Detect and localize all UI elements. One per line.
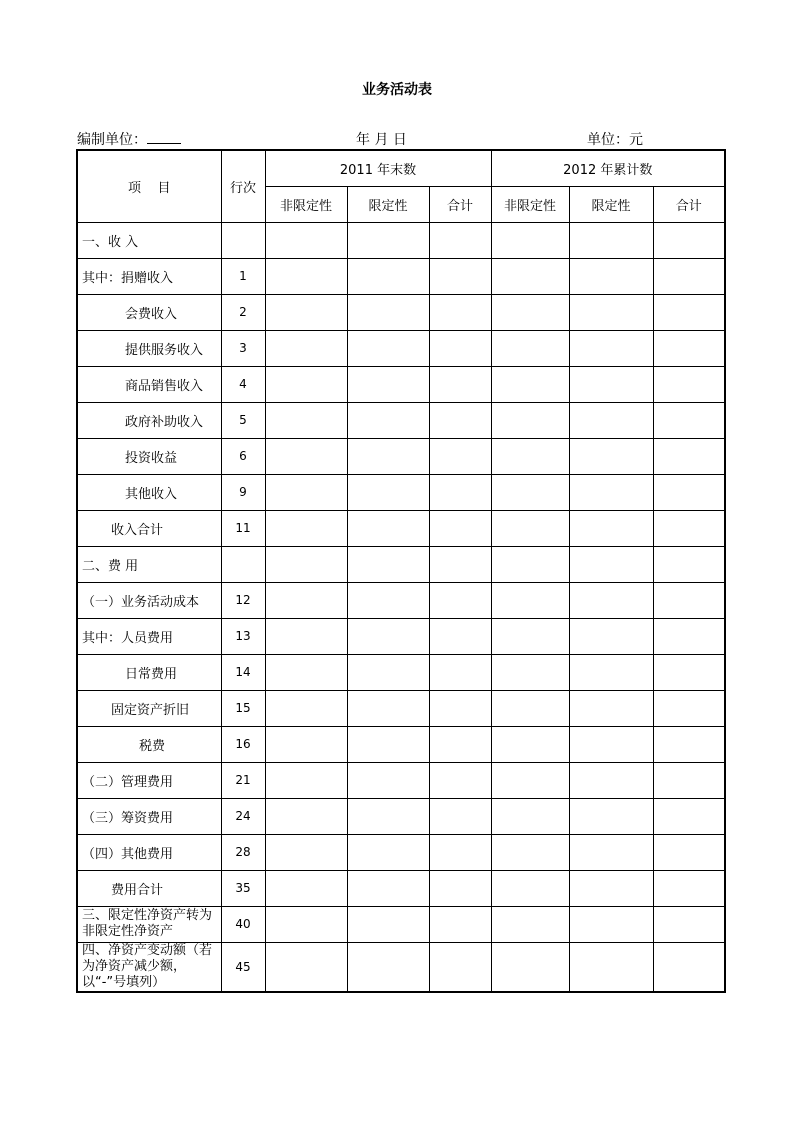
value-cell[interactable] xyxy=(347,942,429,992)
row-label: （二）管理费用 xyxy=(77,762,221,798)
value-cell[interactable] xyxy=(265,834,347,870)
row-label: 收入合计 xyxy=(77,510,221,546)
sub-col-restricted-2011: 限定性 xyxy=(347,186,429,222)
table-row xyxy=(77,582,725,618)
row-number: 2 xyxy=(221,294,265,330)
preparer-unit-label: 编制单位： xyxy=(77,132,147,148)
value-cell[interactable] xyxy=(265,546,347,582)
table-row xyxy=(77,762,725,798)
value-cell[interactable] xyxy=(491,474,569,510)
value-cell[interactable] xyxy=(265,690,347,726)
row-label: 四、净资产变动额（若为净资产减少额，以“-”号填列） xyxy=(77,942,221,992)
col-group-2011: 2011 年末数 xyxy=(265,150,491,186)
value-cell[interactable] xyxy=(653,474,725,510)
table-row xyxy=(77,906,725,942)
value-cell[interactable] xyxy=(653,582,725,618)
value-cell[interactable] xyxy=(429,870,491,906)
value-cell[interactable] xyxy=(569,474,653,510)
value-cell[interactable] xyxy=(491,222,569,258)
value-cell[interactable] xyxy=(653,870,725,906)
value-cell[interactable] xyxy=(491,438,569,474)
value-cell[interactable] xyxy=(491,546,569,582)
value-cell[interactable] xyxy=(265,870,347,906)
value-cell[interactable] xyxy=(569,222,653,258)
row-number: 16 xyxy=(221,726,265,762)
row-number: 4 xyxy=(221,366,265,402)
row-number: 40 xyxy=(221,906,265,942)
value-cell[interactable] xyxy=(265,618,347,654)
preparer-unit xyxy=(77,129,181,149)
value-cell[interactable] xyxy=(653,222,725,258)
value-cell[interactable] xyxy=(569,582,653,618)
value-cell[interactable] xyxy=(347,618,429,654)
sub-col-unrestricted-2011: 非限定性 xyxy=(265,186,347,222)
value-cell[interactable] xyxy=(653,654,725,690)
value-cell[interactable] xyxy=(569,834,653,870)
table-row xyxy=(77,798,725,834)
value-cell[interactable] xyxy=(491,294,569,330)
row-number: 9 xyxy=(221,474,265,510)
value-cell[interactable] xyxy=(653,762,725,798)
value-cell[interactable] xyxy=(429,366,491,402)
value-cell[interactable] xyxy=(569,438,653,474)
value-cell[interactable] xyxy=(569,618,653,654)
value-cell[interactable] xyxy=(569,942,653,992)
activity-table xyxy=(76,149,726,993)
table-row xyxy=(77,438,725,474)
value-cell[interactable] xyxy=(569,258,653,294)
value-cell[interactable] xyxy=(569,798,653,834)
value-cell[interactable] xyxy=(347,870,429,906)
row-number: 3 xyxy=(221,330,265,366)
value-cell[interactable] xyxy=(347,726,429,762)
value-cell[interactable] xyxy=(347,222,429,258)
value-cell[interactable] xyxy=(491,654,569,690)
value-cell[interactable] xyxy=(653,834,725,870)
row-label: 其中：捐赠收入 xyxy=(77,258,221,294)
row-label: 二、费 用 xyxy=(77,546,221,582)
value-cell[interactable] xyxy=(653,906,725,942)
value-cell[interactable] xyxy=(265,798,347,834)
value-cell[interactable] xyxy=(347,510,429,546)
value-cell[interactable] xyxy=(491,366,569,402)
value-cell[interactable] xyxy=(347,834,429,870)
value-cell[interactable] xyxy=(347,582,429,618)
value-cell[interactable] xyxy=(347,690,429,726)
row-label: 一、收 入 xyxy=(77,222,221,258)
table-row xyxy=(77,546,725,582)
value-cell[interactable] xyxy=(347,330,429,366)
value-cell[interactable] xyxy=(265,906,347,942)
table-row xyxy=(77,690,725,726)
row-number xyxy=(221,546,265,582)
value-cell[interactable] xyxy=(347,258,429,294)
value-cell[interactable] xyxy=(347,798,429,834)
row-label: 会费收入 xyxy=(77,294,221,330)
value-cell[interactable] xyxy=(653,798,725,834)
row-number: 12 xyxy=(221,582,265,618)
table-row xyxy=(77,474,725,510)
value-cell[interactable] xyxy=(429,474,491,510)
row-label: 商品销售收入 xyxy=(77,366,221,402)
table-body xyxy=(77,150,725,992)
row-number: 24 xyxy=(221,798,265,834)
value-cell[interactable] xyxy=(491,510,569,546)
row-number: 45 xyxy=(221,942,265,992)
value-cell[interactable] xyxy=(491,402,569,438)
value-cell[interactable] xyxy=(347,906,429,942)
table-row xyxy=(77,834,725,870)
sub-col-total-2012: 合计 xyxy=(653,186,725,222)
table-row xyxy=(77,942,725,992)
value-cell[interactable] xyxy=(429,510,491,546)
value-cell[interactable] xyxy=(429,618,491,654)
row-label: 日常费用 xyxy=(77,654,221,690)
value-cell[interactable] xyxy=(569,366,653,402)
value-cell[interactable] xyxy=(653,690,725,726)
sub-col-restricted-2012: 限定性 xyxy=(569,186,653,222)
value-cell[interactable] xyxy=(653,510,725,546)
value-cell[interactable] xyxy=(265,582,347,618)
value-cell[interactable] xyxy=(429,726,491,762)
preparer-unit-blank[interactable] xyxy=(147,131,181,144)
value-cell[interactable] xyxy=(429,438,491,474)
value-cell[interactable] xyxy=(265,762,347,798)
table-row xyxy=(77,870,725,906)
row-number: 11 xyxy=(221,510,265,546)
value-cell[interactable] xyxy=(265,258,347,294)
row-number: 14 xyxy=(221,654,265,690)
table-row xyxy=(77,366,725,402)
table-row xyxy=(77,654,725,690)
value-cell[interactable] xyxy=(569,690,653,726)
value-cell[interactable] xyxy=(347,438,429,474)
row-number: 5 xyxy=(221,402,265,438)
row-label: 费用合计 xyxy=(77,870,221,906)
value-cell[interactable] xyxy=(429,834,491,870)
value-cell[interactable] xyxy=(491,798,569,834)
value-cell[interactable] xyxy=(491,942,569,992)
value-cell[interactable] xyxy=(569,294,653,330)
value-cell[interactable] xyxy=(347,294,429,330)
value-cell[interactable] xyxy=(653,330,725,366)
value-cell[interactable] xyxy=(429,690,491,726)
value-cell[interactable] xyxy=(429,294,491,330)
value-cell[interactable] xyxy=(429,762,491,798)
table-row xyxy=(77,330,725,366)
table-row xyxy=(77,510,725,546)
row-label: 投资收益 xyxy=(77,438,221,474)
table-row xyxy=(77,402,725,438)
value-cell[interactable] xyxy=(653,366,725,402)
row-label: （四）其他费用 xyxy=(77,834,221,870)
sub-col-unrestricted-2012: 非限定性 xyxy=(491,186,569,222)
row-label: 税费 xyxy=(77,726,221,762)
value-cell[interactable] xyxy=(429,582,491,618)
value-cell[interactable] xyxy=(653,546,725,582)
sub-col-total-2011: 合计 xyxy=(429,186,491,222)
value-cell[interactable] xyxy=(653,294,725,330)
value-cell[interactable] xyxy=(491,690,569,726)
row-number: 21 xyxy=(221,762,265,798)
table-row xyxy=(77,294,725,330)
value-cell[interactable] xyxy=(429,906,491,942)
value-cell[interactable] xyxy=(653,402,725,438)
value-cell[interactable] xyxy=(347,402,429,438)
value-cell[interactable] xyxy=(347,474,429,510)
table-row xyxy=(77,618,725,654)
col-header-row-number: 行次 xyxy=(221,150,265,222)
value-cell[interactable] xyxy=(569,654,653,690)
value-cell[interactable] xyxy=(265,294,347,330)
value-cell[interactable] xyxy=(491,258,569,294)
row-number: 13 xyxy=(221,618,265,654)
value-cell[interactable] xyxy=(265,222,347,258)
row-number: 28 xyxy=(221,834,265,870)
report-date: 年 月 日 xyxy=(356,132,407,148)
row-label: 政府补助收入 xyxy=(77,402,221,438)
table-row xyxy=(77,726,725,762)
row-label: 提供服务收入 xyxy=(77,330,221,366)
col-group-2012: 2012 年累计数 xyxy=(491,150,725,186)
value-cell[interactable] xyxy=(653,258,725,294)
value-cell[interactable] xyxy=(265,330,347,366)
value-cell[interactable] xyxy=(491,870,569,906)
value-cell[interactable] xyxy=(265,654,347,690)
value-cell[interactable] xyxy=(347,762,429,798)
row-number xyxy=(221,222,265,258)
row-label: （一）业务活动成本 xyxy=(77,582,221,618)
value-cell[interactable] xyxy=(491,834,569,870)
value-cell[interactable] xyxy=(429,798,491,834)
value-cell[interactable] xyxy=(491,726,569,762)
table-row xyxy=(77,222,725,258)
value-cell[interactable] xyxy=(491,762,569,798)
row-label: 固定资产折旧 xyxy=(77,690,221,726)
value-cell[interactable] xyxy=(491,618,569,654)
header-row-1 xyxy=(77,150,725,186)
row-label: 其中：人员费用 xyxy=(77,618,221,654)
value-cell[interactable] xyxy=(491,330,569,366)
value-cell[interactable] xyxy=(653,438,725,474)
value-cell[interactable] xyxy=(265,438,347,474)
value-cell[interactable] xyxy=(569,402,653,438)
row-number: 6 xyxy=(221,438,265,474)
value-cell[interactable] xyxy=(265,402,347,438)
value-cell[interactable] xyxy=(653,618,725,654)
value-cell[interactable] xyxy=(347,366,429,402)
table-row xyxy=(77,258,725,294)
value-cell[interactable] xyxy=(429,402,491,438)
value-cell[interactable] xyxy=(569,510,653,546)
row-number: 1 xyxy=(221,258,265,294)
value-cell[interactable] xyxy=(653,726,725,762)
value-cell[interactable] xyxy=(429,258,491,294)
value-cell[interactable] xyxy=(569,330,653,366)
value-cell[interactable] xyxy=(569,870,653,906)
value-cell[interactable] xyxy=(429,546,491,582)
value-cell[interactable] xyxy=(569,762,653,798)
value-cell[interactable] xyxy=(265,726,347,762)
value-cell[interactable] xyxy=(265,474,347,510)
page-title: 业务活动表 xyxy=(362,82,432,98)
row-label: 其他收入 xyxy=(77,474,221,510)
value-cell[interactable] xyxy=(265,942,347,992)
col-header-item: 项 目 xyxy=(77,150,221,222)
value-cell[interactable] xyxy=(653,942,725,992)
row-number: 35 xyxy=(221,870,265,906)
row-number: 15 xyxy=(221,690,265,726)
value-cell[interactable] xyxy=(491,582,569,618)
row-label: （三）筹资费用 xyxy=(77,798,221,834)
currency-unit: 单位：元 xyxy=(587,132,643,148)
value-cell[interactable] xyxy=(569,546,653,582)
value-cell[interactable] xyxy=(265,366,347,402)
value-cell[interactable] xyxy=(429,942,491,992)
value-cell[interactable] xyxy=(429,654,491,690)
row-label: 三、限定性净资产转为非限定性净资产 xyxy=(77,906,221,942)
value-cell[interactable] xyxy=(347,654,429,690)
value-cell[interactable] xyxy=(429,222,491,258)
value-cell[interactable] xyxy=(569,906,653,942)
value-cell[interactable] xyxy=(265,510,347,546)
value-cell[interactable] xyxy=(347,546,429,582)
value-cell[interactable] xyxy=(491,906,569,942)
value-cell[interactable] xyxy=(429,330,491,366)
value-cell[interactable] xyxy=(569,726,653,762)
